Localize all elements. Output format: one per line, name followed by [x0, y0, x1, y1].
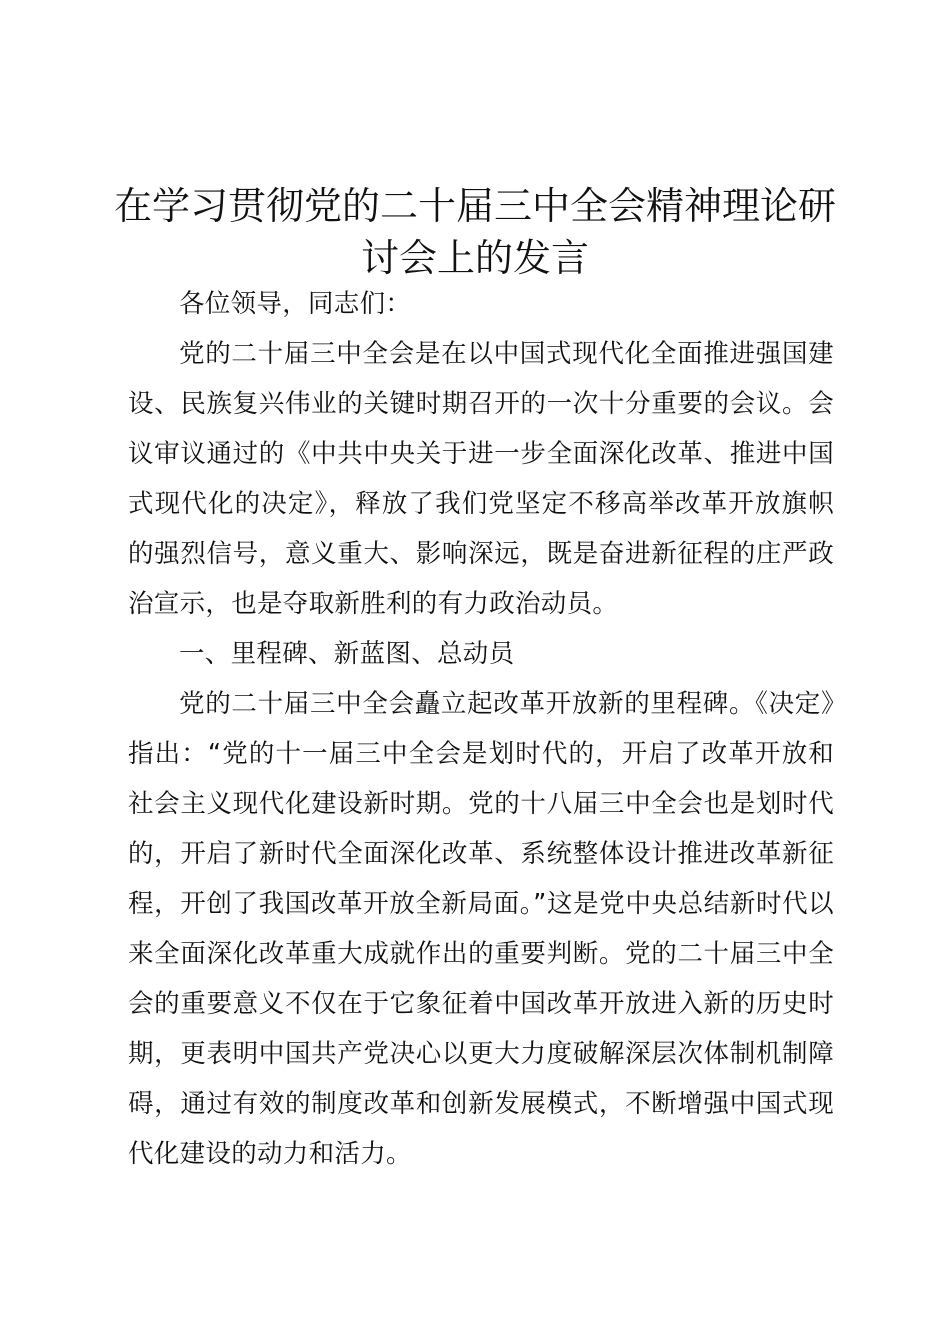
document-body [128, 279, 834, 1179]
document-title: 在学习贯彻党的二十届三中全会精神理论研讨会上的发言 [113, 184, 836, 280]
salutation: 各位领导，同志们： [179, 289, 412, 319]
section-heading: 一、里程碑、新蓝图、总动员 [179, 639, 515, 669]
paragraph-intro: 党的二十届三中全会是在以中国式现代化全面推进强国建设、民族复兴伟业的关键时期召开的一次十分重要的会议。会议审议通过的《中共中央关于进一步全面深化改革、推进中国式现代化的决定》，释放了我们党坚定不移高举改革开放旗帜的强烈信号，意义重大、影响深远，既是奋进新征程的庄严政治宣示，也是夺取新胜利的有力政治动员。 [128, 339, 834, 619]
paragraph-body: 党的二十届三中全会矗立起改革开放新的里程碑。《决定》指出：“党的十一届三中全会是划时代的，开启了改革开放和社会主义现代化建设新时期。党的十八届三中全会也是划时代的，开启了新时代全面深化改革、系统整体设计推进改革新征程，开创了我国改革开放全新局面。”这是党中央总结新时代以来全面深化改革重大成就作出的重要判断。党的二十届三中全会的重要意义不仅在于它象征着中国改革开放进入新的历史时期，更表明中国共产党决心以更大力度破解深层次体制机制障碍，通过有效的制度改革和创新发展模式，不断增强中国式现代化建设的动力和活力。 [128, 689, 834, 1169]
